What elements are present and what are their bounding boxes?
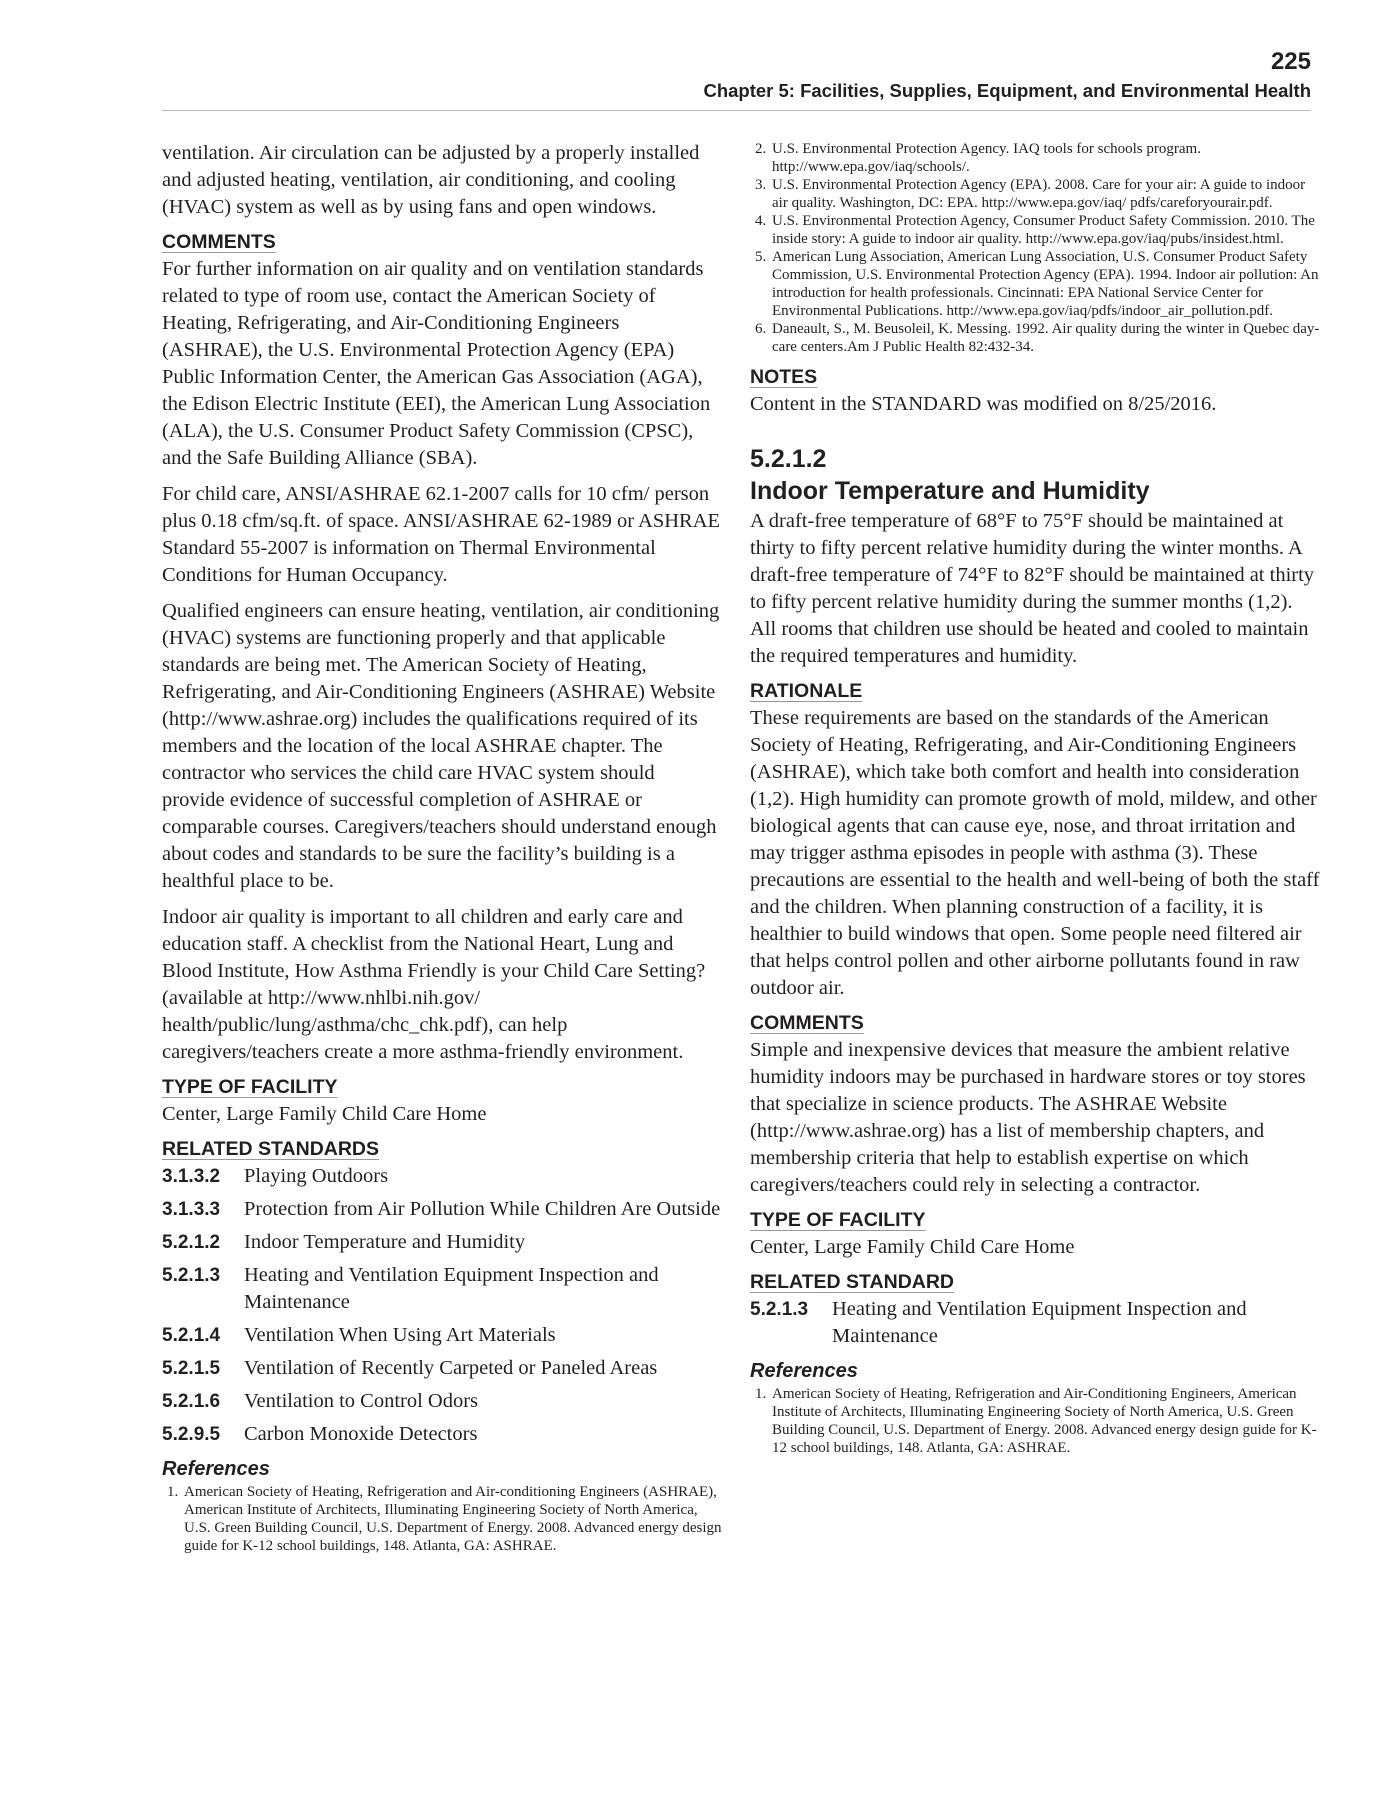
right-column [750,140,1320,1457]
facility-heading: TYPE OF FACILITY [162,1076,338,1098]
facility-text: Center, Large Family Child Care Home [750,1236,1075,1258]
comments-heading: COMMENTS [750,1012,864,1034]
standard-title: Heating and Ventilation Equipment Inspection and Maintenance [244,1264,659,1313]
related-standard [162,1163,722,1190]
related-standard [750,1296,1320,1350]
paragraph: Simple and inexpensive devices that measure the ambient relative humidity indoors may be purchased in hardware stores or toy stores that specialize in science products. The ASHRAE Website (http://www.ashrae.org) has a list of membership chapters, and membership criteria that help to establish expertise on which caregivers/teachers could rely in selecting a contractor. [750,1039,1306,1196]
comments-heading: COMMENTS [162,231,276,253]
standard-title: Carbon Monoxide Detectors [244,1423,478,1445]
related-standards-heading: RELATED STANDARDS [162,1138,380,1160]
section-number: 5.2.1.2 [750,445,827,473]
standard-title: Ventilation to Control Odors [244,1390,479,1412]
reference-item: 6. Daneault, S., M. Beusoleil, K. Messing. 1992. Air quality during the winter in Quebec day-care centers.Am J Public Health 82:432-34. [770,320,1320,356]
notes-text: Content in the STANDARD was modified on 8/25/2016. [750,393,1217,415]
facility-text: Center, Large Family Child Care Home [162,1103,487,1125]
related-standard [162,1262,722,1316]
references-list [750,1385,1320,1457]
standard-number: 5.2.1.5 [162,1358,221,1379]
paragraph: Qualified engineers can ensure heating, ventilation, air conditioning (HVAC) systems are functioning properly and that applicable standards are being met. The American Society of Heating, Refrigerating, and Air-Conditioning Engineers (ASHRAE) Website (http://www.ashrae.org) includes the qualifications required of its members and the location of the local ASHRAE chapter. The contractor who services the child care HVAC system should provide evidence of successful completion of ASHRAE or comparable courses. Caregivers/teachers should understand enough about codes and standards to be sure the facility’s building is a healthful place to be. [162,600,720,892]
standard-number: 5.2.1.3 [750,1299,809,1320]
related-standard [162,1355,722,1382]
references-list [162,1483,722,1555]
paragraph: Indoor air quality is important to all children and early care and education staff. A checklist from the National Heart, Lung and Blood Institute, How Asthma Friendly is your Child Care Setting? (available at http://www.nhlbi.nih.gov/ health/public/lung/asthma/chc_chk.pdf), can help caregivers/teachers create a more asthma-friendly environment. [162,906,706,1063]
facility-heading: TYPE OF FACILITY [750,1209,926,1231]
header-divider [162,110,1311,111]
section-title: Indoor Temperature and Humidity [750,477,1150,505]
standard-title: Ventilation of Recently Carpeted or Paneled Areas [244,1357,658,1379]
standard-number: 5.2.1.4 [162,1325,221,1346]
paragraph: A draft-free temperature of 68°F to 75°F should be maintained at thirty to fifty percent relative humidity during the winter months. A draft-free temperature of 74°F to 82°F should be maintained at thirty to fifty percent relative humidity during the summer months (1,2). All rooms that children use should be heated and cooled to maintain the required temperatures and humidity. [750,510,1315,667]
standard-number: 5.2.1.3 [162,1265,221,1286]
related-standard-heading: RELATED STANDARD [750,1271,955,1293]
related-standard [162,1421,722,1448]
notes-heading: NOTES [750,366,818,388]
related-standard [162,1229,722,1256]
paragraph: ventilation. Air circulation can be adjusted by a properly installed and adjusted heating, ventilation, air conditioning, and cooling (HVAC) system as well as by using fans and open windows. [162,142,700,218]
reference-item: 1. American Society of Heating, Refrigeration and Air-Conditioning Engineers, American Institute of Architects, Illuminating Engineering Society of North America, U.S. Green Building Council, U.S. Department of Energy. 2008. Advanced energy design guide for K-12 school buildings, 148. Atlanta, GA: ASHRAE. [770,1385,1320,1457]
reference-item: 3. U.S. Environmental Protection Agency (EPA). 2008. Care for your air: A guide to indoor air quality. Washington, DC: EPA. http://www.epa.gov/iaq/ pdfs/careforyourair.pdf. [770,176,1320,212]
references-heading: References [162,1458,270,1480]
paragraph: For further information on air quality and on ventilation standards related to type of room use, contact the American Society of Heating, Refrigerating, and Air-Conditioning Engineers (ASHRAE), the U.S. Environmental Protection Agency (EPA) Public Information Center, the American Gas Association (AGA), the Edison Electric Institute (EEI), the American Lung Association (ALA), the U.S. Consumer Product Safety Commission (CPSC), and the Safe Building Alliance (SBA). [162,258,711,469]
reference-item: 1. American Society of Heating, Refrigeration and Air-conditioning Engineers (ASHRAE), American Institute of Architects, Illuminating Engineering Society of North America, U.S. Green Building Council, U.S. Department of Energy. 2008. Advanced energy design guide for K-12 school buildings, 148. Atlanta, GA: ASHRAE. [182,1483,722,1555]
related-standard [162,1322,722,1349]
standard-number: 3.1.3.3 [162,1199,221,1220]
standard-number: 3.1.3.2 [162,1166,221,1187]
standard-number: 5.2.1.6 [162,1391,221,1412]
related-standard [162,1388,722,1415]
chapter-title: Chapter 5: Facilities, Supplies, Equipment, and Environmental Health [703,80,1311,101]
related-standard [162,1196,722,1223]
references-list [750,140,1320,356]
standard-title: Protection from Air Pollution While Children Are Outside [244,1198,721,1220]
paragraph: These requirements are based on the standards of the American Society of Heating, Refrigerating, and Air-Conditioning Engineers (ASHRAE), which take both comfort and health into consideration (1,2). High humidity can promote growth of mold, mildew, and other biological agents that can cause eye, nose, and throat irritation and may trigger asthma episodes in people with asthma (3). These precautions are essential to the health and well-being of both the staff and the children. When planning construction of a facility, it is healthier to build windows that open. Some people need filtered air that helps control pollen and other airborne pollutants found in raw outdoor air. [750,707,1320,999]
standard-title: Ventilation When Using Art Materials [244,1324,556,1346]
standard-title: Indoor Temperature and Humidity [244,1231,526,1253]
page-number: 225 [1270,48,1311,75]
reference-item: 4. U.S. Environmental Protection Agency, Consumer Product Safety Commission. 2010. The inside story: A guide to indoor air quality. http://www.epa.gov/iaq/pubs/insidest.html. [770,212,1320,248]
rationale-heading: RATIONALE [750,680,863,702]
left-column [162,140,722,1555]
standard-title: Playing Outdoors [244,1165,389,1187]
standard-number: 5.2.1.2 [162,1232,221,1253]
standard-title: Heating and Ventilation Equipment Inspection and Maintenance [832,1298,1247,1347]
reference-item: 2. U.S. Environmental Protection Agency. IAQ tools for schools program. http://www.epa.gov/iaq/schools/. [770,140,1320,176]
references-heading: References [750,1360,858,1382]
reference-item: 5. American Lung Association, American Lung Association, U.S. Consumer Product Safety Commission, U.S. Environmental Protection Agency (EPA). 1994. Indoor air pollution: An introduction for health professionals. Cincinnati: EPA National Service Center for Environmental Publications. http://www.epa.gov/iaq/pdfs/indoor_air_pollution.pdf. [770,248,1320,320]
standard-number: 5.2.9.5 [162,1424,221,1445]
paragraph: For child care, ANSI/ASHRAE 62.1-2007 calls for 10 cfm/ person plus 0.18 cfm/sq.ft. of space. ANSI/ASHRAE 62-1989 or ASHRAE Standard 55-2007 is information on Thermal Environmental Conditions for Human Occupancy. [162,483,721,586]
